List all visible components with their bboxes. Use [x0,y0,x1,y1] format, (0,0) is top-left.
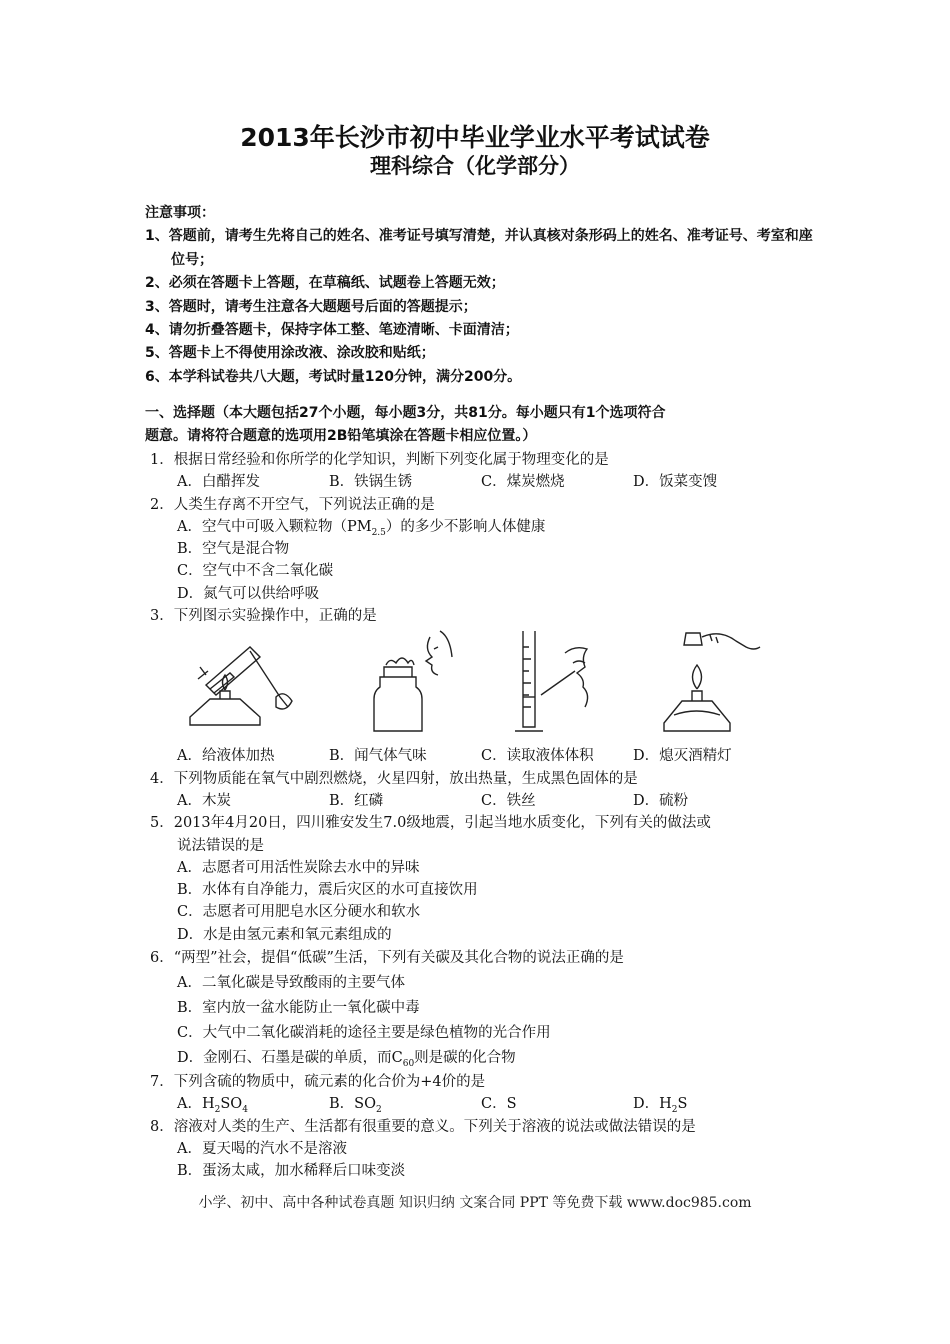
option-c: C．铁丝 [481,792,536,809]
subscript: 2 [375,1105,382,1116]
q1-stem: 1．根据日常经验和你所学的化学知识，判断下列变化属于物理变化的是 [150,452,609,468]
option-c: C．志愿者可用肥皂水区分硬水和软水 [177,904,421,921]
page-title: 2013年长沙市初中毕业学业水平考试试卷 [240,123,710,152]
option-d: D．氮气可以供给呼吸 [177,585,320,602]
option-d [633,1093,785,1115]
section-line: 题意。请将符合题意的选项用2B铅笔填涂在答题卡相应位置。） [145,428,537,444]
extinguish-lamp-figure [650,627,770,739]
page-footer: 小学、初中、高中各种试卷真题 知识归纳 文案合同 PPT 等免费下载 www.doc985.com [198,1195,752,1211]
text: A．空气中可吸入颗粒物（PM [177,518,372,535]
heating-liquid-figure [180,627,300,739]
q4-stem: 4．下列物质能在氧气中剧烈燃烧，火星四射，放出热量，生成黑色固体的是 [150,770,638,787]
q1-options [150,471,815,493]
smelling-gas-figure [360,627,460,739]
subscript: 60 [402,1058,415,1069]
note-item: 3、答题时，请考生注意各大题题号后面的答题提示； [145,298,477,315]
text: D．金刚石、石墨是碳的单质，而C [177,1050,403,1067]
option-b: B．红磷 [329,792,384,809]
text: SO [220,1096,243,1113]
note-item: 6、本学科试卷共八大题，考试时量120分钟，满分200分。 [145,368,522,385]
text: 则是碳的化合物 [414,1050,516,1067]
q4-options [150,790,815,812]
option-d: D．水是由氢元素和氧元素组成的 [177,926,392,943]
note-item: 1、答题前，请考生先将自己的姓名、准考证号填写清楚，并认真核对条形码上的姓名、准考证号、考室和座位号； [145,228,813,268]
note-item: 4、请勿折叠答题卡，保持字体工整、笔迹清晰、卡面清洁； [145,322,519,339]
option-b: B．空气是混合物 [177,541,290,558]
option-b: B．闻气体气味 [329,748,427,765]
q8-stem: 8．溶液对人类的生产、生活都有很重要的意义。下列关于溶液的说法或做法错误的是 [150,1118,696,1135]
q3-figures [150,627,815,745]
page-subtitle: 理科综合（化学部分） [370,154,580,178]
q5-stem-cont: 说法错误的是 [177,837,264,854]
q7-stem: 7．下列含硫的物质中，硫元素的化合价为+4价的是 [150,1074,486,1091]
option-c: C．读取液体体积 [481,748,594,765]
option-c: C．空气中不含二氧化碳 [177,563,334,580]
option-a [150,516,815,538]
text: A．H [177,1096,215,1113]
q3-options [150,745,815,767]
questions [150,449,815,1183]
option-b [329,1093,481,1115]
option-a [177,1093,329,1115]
q3-stem: 3．下列图示实验操作中，正确的是 [150,608,377,625]
option-a: A．白醋挥发 [177,474,260,491]
text: ）的多少不影响人体健康 [385,518,546,535]
option-d [150,1046,815,1071]
text: D．H [633,1096,672,1113]
option-d: D．硫粉 [633,792,689,809]
note-item: 5、答题卡上不得使用涂改液、涂改胶和贴纸； [145,345,435,362]
text: S [677,1096,688,1113]
notes-heading: 注意事项： [145,205,215,221]
option-c: C．煤炭燃烧 [481,474,565,491]
section-line: 一、选择题（本大题包括27个小题，每小题3分，共81分。每小题只有1个选项符合 [145,405,666,421]
option-a: A．木炭 [177,792,231,809]
option-a: A．志愿者可用活性炭除去水中的异味 [177,859,420,876]
subscript: 2 [671,1105,678,1116]
reading-volume-figure [505,627,615,739]
q7-options [150,1093,815,1115]
subscript: 2.5 [371,527,386,538]
option-d: D．饭菜变馊 [633,474,718,491]
notes-block [145,202,815,389]
q5-stem: 5．2013年4月20日，四川雅安发生7.0级地震，引起当地水质变化，下列有关的做法或 [150,815,711,832]
option-a: A．夏天喝的汽水不是溶液 [177,1140,347,1157]
subscript: 4 [242,1105,248,1116]
option-b: B．蛋汤太咸，加水稀释后口味变淡 [177,1163,406,1180]
option-a: A．二氧化碳是导致酸雨的主要气体 [177,975,405,992]
option-c: C．大气中二氧化碳消耗的途径主要是绿色植物的光合作用 [177,1025,551,1042]
option-b: B．水体有自净能力，震后灾区的水可直接饮用 [177,882,478,899]
q6-stem: 6．“两型”社会，提倡“低碳”生活，下列有关碳及其化合物的说法正确的是 [150,950,624,967]
note-item: 2、必须在答题卡上答题，在草稿纸、试题卷上答题无效； [145,275,505,292]
text: B．SO [329,1096,376,1113]
option-a: A．给液体加热 [177,748,275,765]
option-b: B．室内放一盆水能防止一氧化碳中毒 [177,1000,420,1017]
section-header [145,402,815,448]
option-d: D．熄灭酒精灯 [633,748,732,765]
subscript: 2 [214,1105,221,1116]
q2-stem: 2．人类生存离不开空气，下列说法正确的是 [150,496,435,513]
option-b: B．铁锅生锈 [329,474,413,491]
option-c: C．S [481,1096,517,1113]
